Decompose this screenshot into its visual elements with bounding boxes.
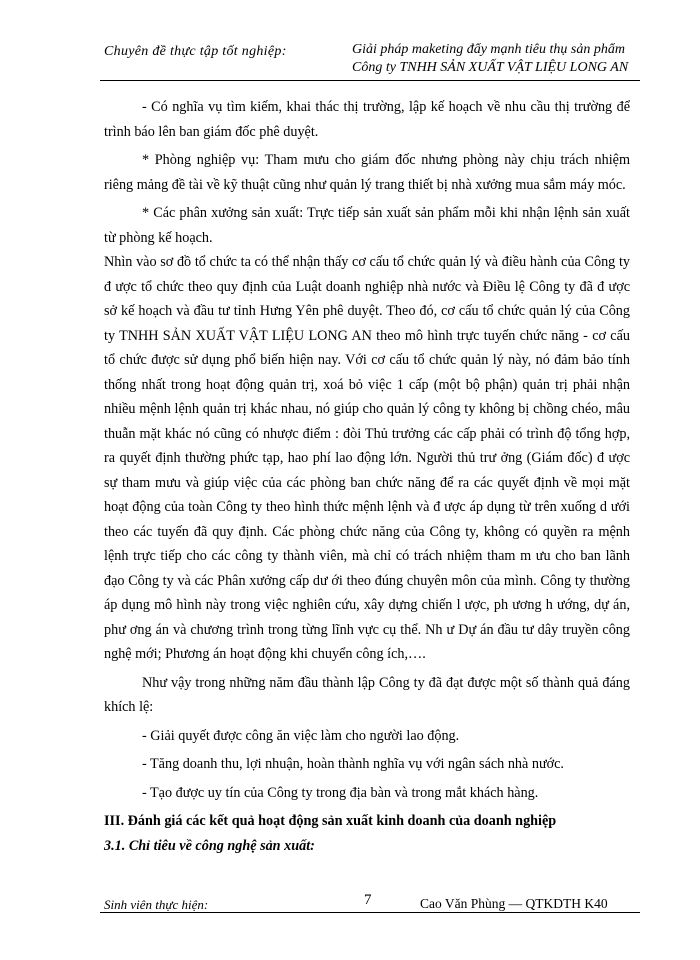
header-thesis-label: Chuyên đề thực tập tốt nghiệp: xyxy=(104,44,287,59)
footer-student-name: Cao Văn Phùng — QTKDTH K40 xyxy=(420,896,608,911)
section-heading-3-1: 3.1. Chỉ tiêu về công nghệ sản xuất: xyxy=(104,837,315,854)
header-title-line-1: Giải pháp maketing đẩy mạnh tiêu thụ sản phẩm xyxy=(352,42,625,57)
footer-divider xyxy=(100,912,640,913)
header-title-line-2: Công ty TNHH SẢN XUẤT VẬT LIỆU LONG AN xyxy=(352,60,629,75)
header-divider xyxy=(100,80,640,81)
footer-student-label: Sinh viên thực hiện: xyxy=(104,897,209,912)
paragraph-org-structure: Nhìn vào sơ đồ tổ chức ta có thể nhận thấy cơ cấu tổ chức quản lý và điều hành của Công ty đ ược tổ chức theo quy định của Luật doanh nghiệp nhà nước và Điều lệ Công ty đã đ ược sở kế hoạch và đầu tư tỉnh Hưng Yên phê duyệt. Theo đó, cơ cấu tổ chức quản lý của Công ty TNHH SẢN XUẤT VẬT LIỆU LONG AN theo mô hình trực tuyến chức năng - cơ cấu tổ chức được sử dụng phổ biến hiện nay. Với cơ cấu tổ chức quản lý này, nó đảm bảo tính thống nhất trong hoạt động quản trị, xoá bỏ việc 1 cấp (một bộ phận) quản trị phải nhận nhiều mệnh lệnh quản trị khác nhau, nó giúp cho quản lý công ty không bị chồng chéo, mâu thuẫn mặt khác nó cũng có nhược điểm : đòi Thủ trưởng các cấp phải có trình độ tổng hợp, ra quyết định thường phức tạp, hao phí lao động lớn. Người thủ trư ởng (Giám đốc) đ ược sự tham mưu và giúp việc của các phòng ban chức năng để ra các quyết định về mọi mặt hoạt động của toàn Công ty theo hình thức mệnh lệnh và đ ược áp dụng từ trên xuống d ưới theo các tuyến đã quy định. Các phòng chức năng của Công ty, không có quyền ra mệnh lệnh trực tiếp cho các công ty thành viên, mà chỉ có trách nhiệm tham m ưu cho ban lãnh đạo Công ty và các Phân xưởng cấp dư ới theo đúng chuyên môn của mình. Công ty thường áp dụng mô hình này trong việc nghiên cứu, xây dựng chiến l ược, ph ương h ướng, dự án, phư ơng án và chương trình trong từng lĩnh vực cụ thể. Nh ư Dự án đầu tư dây truyền công nghệ mới; Phương án hoạt động khi chuyển công ích,…. xyxy=(104,254,630,662)
paragraph-operations-dept: * Phòng nghiệp vụ: Tham mưu cho giám đốc nhưng phòng này chịu trách nhiệm riêng mảng đề tài về kỹ thuật cũng như quản lý trang thiết bị nhà xưởng mua sắm máy móc. xyxy=(104,152,630,193)
paragraph-achievements: Như vậy trong những năm đầu thành lập Công ty đã đạt được một số thành quả đáng khích lệ: xyxy=(104,674,630,715)
document-body xyxy=(104,95,630,858)
list-item-achievement-1: - Giải quyết được công ăn việc làm cho người lao động. xyxy=(142,727,460,744)
footer-page-number: 7 xyxy=(364,892,372,908)
list-item-achievement-3: - Tạo được uy tín của Công ty trong địa bàn và trong mắt khách hàng. xyxy=(142,784,539,801)
header-thesis-title xyxy=(352,41,652,77)
paragraph-duties: - Có nghĩa vụ tìm kiếm, khai thác thị trường, lập kế hoạch về nhu cầu thị trường để trình báo lên ban giám đốc phê duyệt. xyxy=(104,99,630,140)
section-heading-3: III. Đánh giá các kết quả hoạt động sản xuất kinh doanh của doanh nghiệp xyxy=(104,813,557,829)
list-item-achievement-2: - Tăng doanh thu, lợi nhuận, hoàn thành nghĩa vụ với ngân sách nhà nước. xyxy=(142,756,564,772)
paragraph-workshops: * Các phân xưởng sản xuất: Trực tiếp sản xuất sản phẩm mỗi khi nhận lệnh sản xuất từ phòng kế hoạch. xyxy=(104,205,630,246)
